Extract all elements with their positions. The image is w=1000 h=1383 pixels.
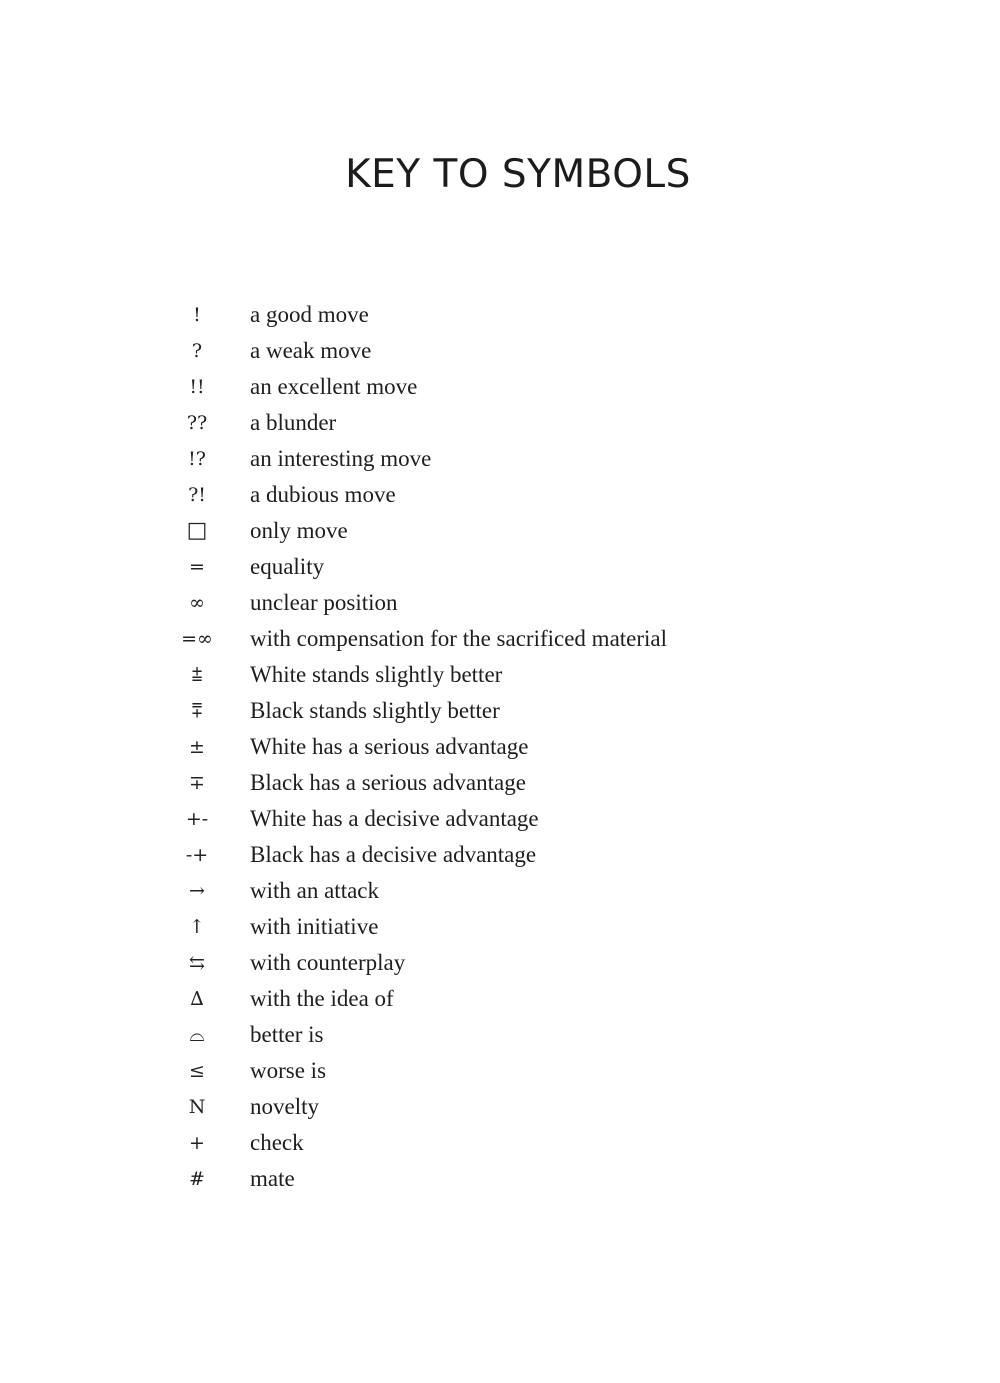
- symbol-glyph: !: [193, 304, 201, 326]
- symbol-row: [0, 1017, 1000, 1053]
- symbol-glyph: ∞: [189, 592, 205, 614]
- symbol-row: [0, 693, 1000, 729]
- symbol-row: [0, 837, 1000, 873]
- symbol-row: [0, 621, 1000, 657]
- symbol-meaning: mate: [250, 1166, 295, 1191]
- symbol-row: [0, 585, 1000, 621]
- symbol-glyph: ↑: [189, 916, 205, 938]
- symbol-glyph: +-: [185, 808, 209, 830]
- symbol-glyph: ∓: [189, 772, 205, 794]
- symbol-row: [0, 729, 1000, 765]
- symbol-glyph: ??: [186, 412, 208, 434]
- symbol-glyph: =: [189, 556, 205, 578]
- symbol-meaning: Black has a serious advantage: [250, 770, 526, 795]
- symbol-meaning: equality: [250, 554, 325, 579]
- symbol-meaning: unclear position: [250, 590, 398, 615]
- symbol-glyph: ∆: [190, 988, 204, 1010]
- symbol-glyph: ⩱: [191, 700, 203, 722]
- symbol-row: [0, 765, 1000, 801]
- symbol-meaning: with compensation for the sacrificed material: [250, 626, 668, 651]
- symbol-row: [0, 1125, 1000, 1161]
- symbol-glyph: ⩲: [191, 664, 203, 686]
- symbol-meaning: better is: [250, 1022, 324, 1047]
- symbol-row: [0, 657, 1000, 693]
- symbol-glyph: -+: [185, 844, 209, 866]
- symbol-glyph: !!: [189, 376, 205, 398]
- symbol-glyph: ?!: [188, 484, 206, 506]
- symbol-glyph: =∞: [181, 628, 213, 650]
- symbol-glyph: N: [188, 1096, 206, 1118]
- symbol-glyph: ⇆: [189, 952, 205, 974]
- symbol-row: [0, 1089, 1000, 1125]
- symbol-row: [0, 981, 1000, 1017]
- symbol-meaning: with the idea of: [250, 986, 394, 1011]
- page-title: KEY TO SYMBOLS: [345, 152, 691, 197]
- symbol-glyph: ?: [191, 340, 203, 362]
- symbol-meaning: Black stands slightly better: [250, 698, 500, 723]
- symbol-glyph: ±: [189, 736, 205, 758]
- symbol-meaning: worse is: [250, 1058, 327, 1083]
- symbol-meaning: White has a decisive advantage: [250, 806, 539, 831]
- symbol-glyph: □: [186, 518, 208, 543]
- symbol-meaning: an excellent move: [250, 374, 418, 399]
- symbol-row: [0, 1161, 1000, 1197]
- symbol-meaning: novelty: [250, 1094, 319, 1119]
- symbol-row: [0, 909, 1000, 945]
- symbol-meaning: check: [250, 1130, 304, 1155]
- symbol-row: [0, 873, 1000, 909]
- symbol-row: [0, 477, 1000, 513]
- symbol-meaning: White has a serious advantage: [250, 734, 529, 759]
- symbol-row: [0, 369, 1000, 405]
- symbol-row: [0, 513, 1000, 549]
- symbol-meaning: Black has a decisive advantage: [250, 842, 537, 867]
- symbol-meaning: an interesting move: [250, 446, 432, 471]
- symbol-glyph: +: [189, 1132, 205, 1154]
- symbol-meaning: with counterplay: [250, 950, 406, 975]
- symbol-meaning: with an attack: [250, 878, 380, 903]
- symbol-row: [0, 945, 1000, 981]
- symbol-glyph: ≤: [189, 1060, 205, 1082]
- symbol-glyph: #: [189, 1168, 205, 1190]
- symbol-list: [0, 297, 1000, 1197]
- symbol-glyph: ⌓: [189, 1024, 205, 1046]
- symbol-row: [0, 333, 1000, 369]
- symbol-meaning: only move: [250, 518, 348, 543]
- symbol-glyph: !?: [188, 448, 206, 470]
- symbol-meaning: a weak move: [250, 338, 372, 363]
- symbol-row: [0, 441, 1000, 477]
- symbol-row: [0, 1053, 1000, 1089]
- symbol-row: [0, 297, 1000, 333]
- symbol-row: [0, 549, 1000, 585]
- symbol-meaning: a blunder: [250, 410, 337, 435]
- symbol-meaning: White stands slightly better: [250, 662, 503, 687]
- symbol-glyph: →: [189, 880, 205, 902]
- symbol-meaning: with initiative: [250, 914, 379, 939]
- symbol-meaning: a good move: [250, 302, 369, 327]
- symbol-row: [0, 801, 1000, 837]
- symbol-meaning: a dubious move: [250, 482, 396, 507]
- symbol-row: [0, 405, 1000, 441]
